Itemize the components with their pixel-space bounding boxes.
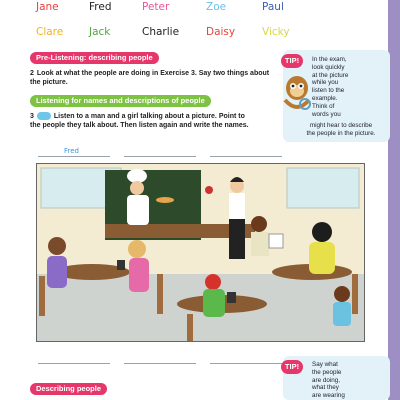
tip-box-2 — [283, 356, 390, 400]
exercise-number: 3 — [30, 113, 34, 120]
section-banner-listening: Listening for names and descriptions of people — [30, 95, 211, 107]
name-vicky: Vicky — [262, 26, 290, 38]
answer-line[interactable] — [38, 156, 110, 157]
answer-example: Fred — [64, 147, 79, 155]
name-fred: Fred — [89, 1, 112, 13]
tip-text-tail: might hear to describe the people in the picture. — [306, 122, 376, 137]
tip-text: Say what the people are doing, what they are wearing — [312, 361, 345, 400]
exercise-2-instruction — [30, 69, 280, 87]
exercise-number: 2 — [30, 70, 34, 77]
section-banner-pre-listening: Pre-Listening: describing people — [30, 52, 159, 64]
exercise-text-line1: Listen to a man and a girl talking about a picture. Point to — [53, 113, 245, 120]
answer-line[interactable] — [38, 363, 110, 364]
answer-line[interactable] — [124, 363, 196, 364]
monkey-mascot-icon — [279, 70, 315, 114]
name-clare: Clare — [36, 26, 64, 38]
tip-text: In the exam, look quickly at the picture while you listen to the example. Think of words you — [312, 56, 349, 118]
tip-box-1 — [283, 50, 390, 142]
name-paul: Paul — [262, 1, 284, 13]
name-zoe: Zoe — [206, 1, 227, 13]
name-charlie: Charlie — [142, 26, 180, 38]
exercise-3-instruction — [30, 112, 280, 130]
exercise-text: Look at what the people are doing in Exercise 3. Say two things about the picture. — [30, 70, 270, 86]
answer-line[interactable] — [124, 156, 196, 157]
exercise-text-line2: the people they talk about. Then listen again and write the names. — [30, 122, 249, 129]
name-peter: Peter — [142, 1, 170, 13]
tip-badge: TIP! — [281, 54, 303, 68]
answer-line[interactable] — [210, 156, 282, 157]
name-jane: Jane — [36, 1, 59, 13]
tip-badge: TIP! — [281, 360, 303, 374]
section-banner-describing-people: Describing people — [30, 383, 107, 395]
audio-cd-icon[interactable] — [37, 112, 51, 120]
answer-line[interactable] — [210, 363, 282, 364]
name-jack: Jack — [89, 26, 111, 38]
name-daisy: Daisy — [206, 26, 236, 38]
cafe-illustration — [36, 163, 365, 342]
